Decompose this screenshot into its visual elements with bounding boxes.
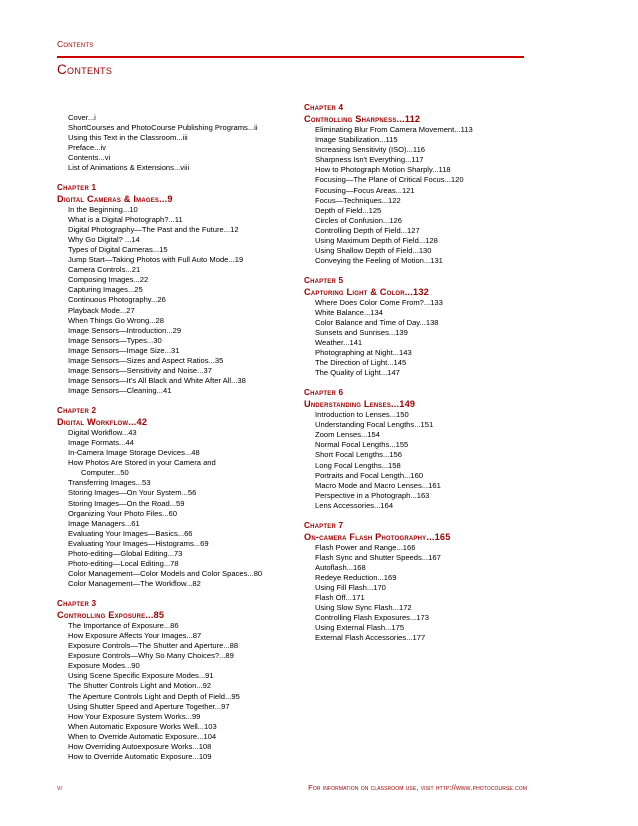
page-title: Contents <box>57 62 113 77</box>
toc-entry: How Overriding Autoexposure Works...108 <box>68 741 212 751</box>
toc-entry: When Automatic Exposure Works Well...103 <box>68 721 217 731</box>
toc-entry: Using Shutter Speed and Aperture Together...97 <box>68 701 230 711</box>
toc-entry: Normal Focal Lengths...155 <box>315 440 409 450</box>
toc-entry: Jump Start—Taking Photos with Full Auto Mode...19 <box>68 255 244 265</box>
page-footer <box>57 783 527 795</box>
toc-entry: The Shutter Controls Light and Motion...92 <box>68 681 212 691</box>
toc-entry: Types of Digital Cameras...15 <box>68 244 168 254</box>
toc-entry: Why Go Digital? ...14 <box>68 234 140 244</box>
chapter-label: Chapter 3 <box>57 598 97 608</box>
toc-entry: The Aperture Controls Light and Depth of Field...95 <box>68 691 240 701</box>
toc-entry: Evaluating Your Images—Basics...66 <box>68 528 193 538</box>
toc-entry: White Balance...134 <box>315 307 383 317</box>
toc-entry: Perspective in a Photograph...163 <box>315 490 430 500</box>
chapter-title: Digital Workflow...42 <box>57 416 148 427</box>
footer-info: For information on classroom use, visit http://www.photocourse.com <box>308 783 527 792</box>
toc-entry: Digital Workflow...43 <box>68 427 137 437</box>
toc-entry: Flash Sync and Shutter Speeds...167 <box>315 552 441 562</box>
toc-entry: Autoflash...168 <box>315 562 366 572</box>
toc-entry: Storing Images—On Your System...56 <box>68 488 197 498</box>
right-chapter-list <box>304 102 534 643</box>
running-head: Contents <box>57 39 94 49</box>
toc-entry: How Photos Are Stored in your Camera and <box>68 458 216 468</box>
toc-entry: Image Stabilization...115 <box>315 135 398 145</box>
front-matter-list <box>57 113 302 174</box>
toc-entry: Zoom Lenses...154 <box>315 430 381 440</box>
chapter-block <box>304 102 534 266</box>
toc-entry: Macro Mode and Macro Lenses...161 <box>315 480 441 490</box>
toc-entry: Long Focal Lengths...158 <box>315 460 401 470</box>
toc-entry: Eliminating Blur From Camera Movement...113 <box>315 125 473 134</box>
toc-entry: Where Does Color Come From?...133 <box>315 297 443 307</box>
toc-entry: When to Override Automatic Exposure...104 <box>68 731 217 741</box>
toc-entry: Using Shallow Depth of Field...130 <box>315 246 432 256</box>
chapter-label: Chapter 6 <box>304 388 344 398</box>
chapter-block <box>304 520 534 644</box>
front-matter-entry: List of Animations & Extensions...viii <box>68 163 190 173</box>
toc-entry: Continuous Photography...26 <box>68 295 166 305</box>
front-matter-entry: Using this Text in the Classroom...iii <box>68 133 188 143</box>
chapter-title: Controlling Sharpness...112 <box>304 114 421 124</box>
toc-entry: In-Camera Image Storage Devices...48 <box>68 448 200 458</box>
chapter-label: Chapter 4 <box>304 103 344 112</box>
toc-entry: Exposure Controls—Why So Many Choices?...89 <box>68 651 234 661</box>
chapter-label: Chapter 2 <box>57 405 97 415</box>
toc-entry: Image Sensors—It's All Black and White After All...38 <box>68 376 246 386</box>
toc-entry: Redeye Reduction...169 <box>315 572 397 582</box>
toc-entry: Image Sensors—Introduction...29 <box>68 325 182 335</box>
toc-entry: Using Fill Flash...170 <box>315 582 386 592</box>
front-matter-entry: Cover...i <box>68 113 96 122</box>
toc-entry: Composing Images...22 <box>68 275 149 285</box>
toc-entry: Photo-editing—Local Editing...78 <box>68 559 179 569</box>
chapter-label: Chapter 1 <box>57 182 97 192</box>
toc-entry: Using Slow Sync Flash...172 <box>315 603 412 613</box>
toc-entry: Using Scene Specific Exposure Modes...91 <box>68 671 214 681</box>
toc-entry: Introduction to Lenses...150 <box>315 410 409 420</box>
toc-entry: Transferring Images...53 <box>68 478 151 488</box>
toc-entry: How Your Exposure System Works...99 <box>68 711 201 721</box>
toc-entry: Playback Mode...27 <box>68 305 135 315</box>
toc-entry: Storing Images—On the Road...59 <box>68 498 185 508</box>
chapter-label: Chapter 7 <box>304 520 344 530</box>
toc-left-column <box>57 113 302 762</box>
toc-entry: Portraits and Focal Length...160 <box>315 470 424 480</box>
toc-entry: The Importance of Exposure...86 <box>68 620 179 630</box>
toc-entry: External Flash Accessories...177 <box>315 633 426 643</box>
toc-entry: Focusing—The Plane of Critical Focus...120 <box>315 175 464 185</box>
toc-entry: Controlling Depth of Field...127 <box>315 225 420 235</box>
toc-entry: Focus—Techniques...122 <box>315 195 401 205</box>
toc-entry: What is a Digital Photograph?...11 <box>68 214 183 224</box>
front-matter-entry: ShortCourses and PhotoCourse Publishing Programs...ii <box>68 123 258 133</box>
toc-entry: Photo-editing—Global Editing...73 <box>68 548 183 558</box>
toc-entry: Flash Off...171 <box>315 592 365 602</box>
toc-entry: Organizing Your Photo Files...60 <box>68 508 177 518</box>
toc-entry: Color Balance and Time of Day...138 <box>315 318 439 327</box>
chapter-label: Chapter 5 <box>304 275 344 285</box>
toc-entry: Flash Power and Range...166 <box>315 542 416 552</box>
front-matter-entry: Preface...iv <box>68 143 106 153</box>
toc-entry: Exposure Modes...90 <box>68 661 140 671</box>
toc-entry: When Things Go Wrong...28 <box>68 315 164 325</box>
toc-entry: Evaluating Your Images—Histograms...69 <box>68 538 209 548</box>
toc-entry: Using Maximum Depth of Field...128 <box>315 236 438 246</box>
chapter-block <box>57 598 302 762</box>
left-chapter-list <box>57 182 302 763</box>
toc-entry: Sunsets and Sunrises...139 <box>315 328 408 338</box>
toc-entry: Increasing Sensitivity (ISO)...116 <box>315 145 426 155</box>
toc-entry: Digital Photography—The Past and the Future...12 <box>68 224 239 234</box>
toc-entry: How to Photograph Motion Sharply...118 <box>315 165 451 175</box>
toc-entry: Sharpness Isn't Everything...117 <box>315 155 424 165</box>
toc-entry: Computer...50 <box>81 468 129 478</box>
toc-entry: Capturing Images...25 <box>68 285 143 295</box>
toc-entry: Conveying the Feeling of Motion...131 <box>315 256 443 266</box>
toc-entry: Image Sensors—Cleaning...41 <box>68 386 172 396</box>
toc-entry: Image Sensors—Types...30 <box>68 335 162 345</box>
chapter-title: Understanding Lenses...149 <box>304 399 416 410</box>
toc-entry: Image Sensors—Sizes and Aspect Ratios...35 <box>68 355 224 365</box>
toc-entry: Image Sensors—Image Size...31 <box>68 345 180 355</box>
toc-entry: Photographing at Night...143 <box>315 348 412 358</box>
toc-entry: Image Formats...44 <box>68 437 134 447</box>
toc-entry: The Quality of Light...147 <box>315 368 400 378</box>
front-matter-entry: Contents...vi <box>68 153 111 163</box>
chapter-title: Controlling Exposure...85 <box>57 609 165 620</box>
chapter-title: Digital Cameras & Images...9 <box>57 193 173 204</box>
toc-entry: Controlling Flash Exposures...173 <box>315 613 429 623</box>
toc-entry: Color Management—Color Models and Color Spaces...80 <box>68 569 263 579</box>
toc-entry: Focusing—Focus Areas...121 <box>315 185 415 195</box>
toc-entry: Camera Controls...21 <box>68 265 141 275</box>
toc-entry: Image Sensors—Sensitivity and Noise...37 <box>68 366 212 376</box>
chapter-block <box>57 405 302 590</box>
toc-right-column <box>304 102 534 643</box>
toc-entry: Short Focal Lengths...156 <box>315 450 402 460</box>
toc-entry: Color Management—The Workflow...82 <box>68 579 201 589</box>
toc-entry: Weather...141 <box>315 338 363 348</box>
toc-entry: Using External Flash...175 <box>315 623 405 633</box>
toc-entry: Depth of Field...125 <box>315 205 382 215</box>
toc-entry: How Exposure Affects Your Images...87 <box>68 630 202 640</box>
toc-entry: Understanding Focal Lengths...151 <box>315 420 434 430</box>
toc-entry: Circles of Confusion...126 <box>315 215 402 225</box>
toc-entry: Lens Accessories...164 <box>315 500 394 510</box>
toc-entry: The Direction of Light...145 <box>315 358 407 368</box>
toc-entry: In the Beginning...10 <box>68 204 138 214</box>
chapter-block <box>304 387 534 511</box>
chapter-block <box>304 275 534 379</box>
toc-entry: Image Managers...61 <box>68 518 140 528</box>
chapter-title: Capturing Light & Color...132 <box>304 286 429 297</box>
title-rule <box>57 56 524 58</box>
toc-entry: How to Override Automatic Exposure...109 <box>68 752 212 762</box>
chapter-title: On-camera Flash Photography...165 <box>304 531 451 542</box>
page-number: vi <box>57 783 62 792</box>
chapter-block <box>57 182 302 397</box>
toc-entry: Exposure Controls—The Shutter and Aperture...88 <box>68 641 239 651</box>
